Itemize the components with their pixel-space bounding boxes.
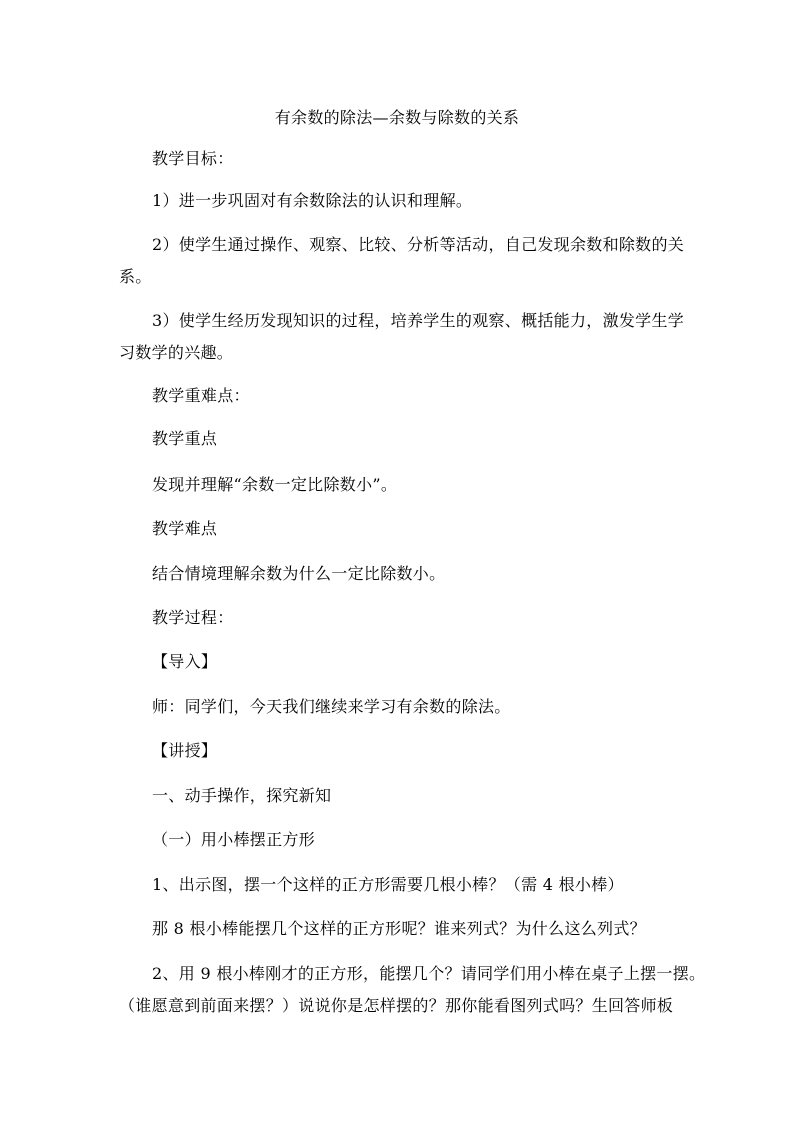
objectives-heading: 教学目标： [152, 149, 234, 168]
step-1b: 那 8 根小棒能摆几个这样的正方形呢？谁来列式？为什么这么列式？ [152, 919, 646, 938]
step-2-line-1: 2、用 9 根小棒刚才的正方形，能摆几个？请同学们用小棒在桌子上摆一摆。 [152, 964, 706, 983]
difficult-content: 结合情境理解余数为什么一定比除数小。 [152, 564, 446, 583]
objective-2-line-2: 系。 [119, 267, 152, 286]
intro-heading: 【导入】 [152, 652, 218, 671]
sub-one-heading: （一）用小棒摆正方形 [152, 830, 316, 849]
intro-content: 师：同学们，今天我们继续来学习有余数的除法。 [152, 697, 511, 716]
process-heading: 教学过程： [152, 608, 234, 627]
objective-3-line-1: 3）使学生经历发现知识的过程，培养学生的观察、概括能力，激发学生学 [152, 311, 685, 330]
objective-2-line-1: 2）使学生通过操作、观察、比较、分析等活动，自己发现余数和除数的关 [152, 235, 685, 254]
objective-3-line-2: 习数学的兴趣。 [119, 343, 234, 362]
key-heading: 教学重点 [152, 429, 218, 448]
step-1: 1、出示图，摆一个这样的正方形需要几根小棒？（需 4 根小棒） [152, 875, 624, 894]
difficult-heading: 教学难点 [152, 519, 218, 538]
step-2-line-2: （谁愿意到前面来摆？）说说你是怎样摆的？那你能看图列式吗？生回答师板 [119, 996, 674, 1015]
part-one-heading: 一、动手操作，探究新知 [152, 786, 332, 805]
document-title: 有余数的除法—余数与除数的关系 [274, 108, 520, 127]
objective-1: 1）进一步巩固对有余数除法的认识和理解。 [152, 191, 473, 210]
key-content: 发现并理解“余数一定比除数小”。 [152, 475, 398, 494]
lecture-heading: 【讲授】 [152, 741, 218, 760]
key-difficult-heading: 教学重难点： [152, 386, 250, 405]
